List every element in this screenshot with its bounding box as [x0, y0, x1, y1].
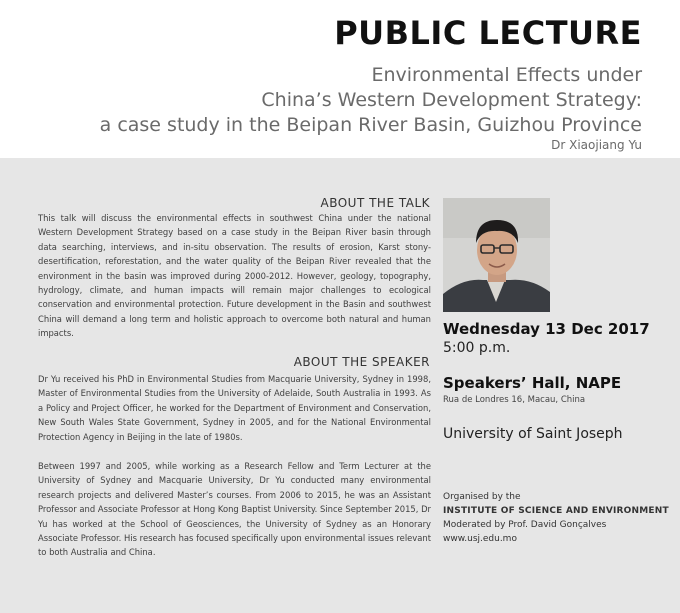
- header-banner: [0, 0, 680, 158]
- page-title: PUBLIC LECTURE: [334, 14, 642, 52]
- about-talk-heading: ABOUT THE TALK: [320, 196, 430, 210]
- website-link[interactable]: www.usj.edu.mo: [443, 534, 517, 544]
- speaker-photo: [443, 198, 550, 312]
- about-talk-text: This talk will discuss the environmental effects in southwest China under the national Western Development Strategy based on a case study in the Beipan River basin through data searching, interviews, and in-situ observation. The results of erosion, Karst stony-desertification, reforestation, and the water quality of the Beipan River revealed that the environment in the basin was improved during 2000-2012. However, geology, topography, hydrology, climate, and human impacts will remain major challenges to ecological conservation and environmental protection. Future development in the Basin and southwest China will demand a long term and holistic approach to overcome both natural and human impacts.: [38, 213, 431, 339]
- speaker-bio-paragraph-1: Dr Yu received his PhD in Environmental Studies from Macquarie University, Sydney in 1998, Master of Environmental Studies from the University of Adelaide, South Australia in 1993. As a Policy and Project Officer, he worked for the Department of Environment and Conservation, New South Wales State Government, Sydney in 2005, and for the National Environmental Protection Agency in Beijing in the late of 1980s.: [38, 374, 431, 442]
- event-time: 5:00 p.m.: [443, 340, 511, 356]
- subtitle-line-3: a case study in the Beipan River Basin, Guizhou Province: [99, 114, 642, 136]
- about-speaker-heading: ABOUT THE SPEAKER: [293, 355, 430, 369]
- university-name: University of Saint Joseph: [443, 426, 623, 442]
- subtitle-line-2: China’s Western Development Strategy:: [261, 89, 642, 111]
- subtitle-line-1: Environmental Effects under: [371, 64, 642, 86]
- venue-address: Rua de Londres 16, Macau, China: [443, 395, 586, 405]
- organiser-block: [443, 490, 669, 546]
- organiser-intro: Organised by the: [443, 492, 521, 502]
- speaker-name: Dr Xiaojiang Yu: [551, 138, 642, 152]
- event-date: Wednesday 13 Dec 2017: [443, 320, 650, 338]
- organiser-institute: INSTITUTE OF SCIENCE AND ENVIRONMENT: [443, 506, 669, 516]
- speaker-bio-paragraph-2: Between 1997 and 2005, while working as a Research Fellow and Term Lecturer at the University of Sydney and Macquarie University, Dr Yu conducted many environmental research projects and delivered Master’s courses. From 2006 to 2015, he was an Assistant Professor and Associate Professor at Hong Kong Baptist University. Since September 2015, Dr Yu has worked at the School of Geosciences, the University of Sydney as an Honorary Associate Professor. His research has focused specifically upon environmental issues relevant to both Australia and China.: [38, 461, 431, 558]
- speaker-portrait-image: [443, 198, 550, 312]
- event-venue: Speakers’ Hall, NAPE: [443, 374, 622, 392]
- moderator-line: Moderated by Prof. David Gonçalves: [443, 520, 607, 530]
- lecture-subtitle: [22, 63, 642, 138]
